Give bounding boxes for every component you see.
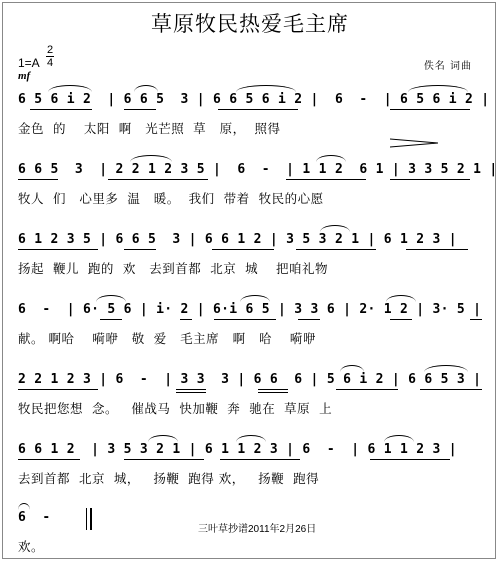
slur xyxy=(316,155,346,162)
transcription-note: 三叶草抄谱2011年2月26日 xyxy=(198,524,317,535)
beam-line-double xyxy=(258,392,288,393)
decrescendo-mark xyxy=(390,138,438,148)
beam-line xyxy=(298,319,320,320)
score-row-3 xyxy=(0,232,500,276)
lyric-line: 牧人 们 心里多 温 暖。 我们 带着 牧民的心愿 xyxy=(18,191,324,206)
time-signature-top: 2 xyxy=(46,44,54,56)
dynamic-mark: mf xyxy=(18,70,31,82)
beam-line xyxy=(18,249,98,250)
beam-line xyxy=(176,389,206,390)
score-row-5 xyxy=(0,372,500,416)
beam-line xyxy=(18,389,98,390)
slur xyxy=(320,225,350,232)
slur xyxy=(148,435,178,442)
beam-line xyxy=(420,389,482,390)
score-row-6 xyxy=(0,442,500,486)
beam-line xyxy=(18,459,80,460)
song-title: 草原牧民热爱毛主席 xyxy=(151,12,349,36)
slur xyxy=(96,295,126,302)
key-signature: 1=A xyxy=(18,56,40,70)
beam-line xyxy=(220,459,300,460)
beam-line xyxy=(124,249,156,250)
beam-line xyxy=(108,179,208,180)
notation-line: 6 1 2 3 5 | 6 6 5 3 | 6 6 1 2 | 3 5 3 2 1 | 6 1 2 3 | xyxy=(18,232,457,247)
beam-line xyxy=(470,319,482,320)
slur xyxy=(48,85,92,92)
lyric-line: 去到首都 北京 城， 扬鞭 跑得 欢， 扬鞭 跑得 xyxy=(18,471,320,486)
slur xyxy=(236,435,266,442)
beam-line xyxy=(124,109,156,110)
slur xyxy=(384,435,414,442)
beam-line xyxy=(370,459,450,460)
notation-line: 6 - | 6· 5 6 | i· 2 | 6·i 6 5 | 3 3 6 | 2· 1 2 | 3· 5 | xyxy=(18,302,482,317)
lyric-line: 扬起 鞭儿 跑的 欢 去到首都 北京 城 把咱礼物 xyxy=(18,261,329,276)
beam-line xyxy=(18,179,58,180)
beam-line xyxy=(124,459,204,460)
slur xyxy=(236,85,296,92)
slur xyxy=(386,295,416,302)
slur xyxy=(424,365,468,372)
slur xyxy=(340,365,364,372)
beam-line xyxy=(100,319,122,320)
final-barline-thin xyxy=(86,508,87,530)
beam-line xyxy=(390,109,470,110)
fermata xyxy=(18,503,30,510)
beam-line xyxy=(212,249,274,250)
slur xyxy=(130,155,172,162)
score-row-4 xyxy=(0,302,500,346)
time-signature-bottom: 4 xyxy=(46,57,54,69)
notation-line: 6 6 1 2 | 3 5 3 2 1 | 6 1 1 2 3 | 6 - | 6 1 1 2 3 | xyxy=(18,442,457,457)
slur xyxy=(240,295,270,302)
beam-line xyxy=(406,249,468,250)
lyric-line: 欢。 xyxy=(18,539,45,554)
lyric-line: 金色 的 太阳 啊 光芒照 草 原， 照得 xyxy=(18,121,281,136)
lyric-line: 献。 啊哈 嗬咿 敬 爱 毛主席 啊 哈 嗬咿 xyxy=(18,331,316,346)
beam-line xyxy=(286,179,366,180)
beam-line xyxy=(258,389,288,390)
beam-line xyxy=(218,109,298,110)
notation-line: 2 2 1 2 3 | 6 - | 3 3 3 | 6 6 6 | 5 6 i 2 | 6 6 5 3 | xyxy=(18,372,482,387)
time-signature xyxy=(46,44,54,69)
notation-line: 6 5 6 i 2 | 6 6 5 3 | 6 6 5 6 i 2 | 6 - | 6 5 6 i 2 | xyxy=(18,92,490,107)
notation-line: 6 6 5 3 | 2 2 1 2 3 5 | 6 - | 1 1 2 6 1 | 3 3 5 2 1 | xyxy=(18,162,498,177)
author-credit: 佚名 词曲 xyxy=(423,61,472,72)
beam-line xyxy=(180,319,192,320)
score-row-1 xyxy=(0,92,500,136)
slur xyxy=(134,85,158,92)
beam-line xyxy=(390,319,412,320)
beam-line xyxy=(30,109,92,110)
beam-line xyxy=(336,389,398,390)
score-row-2 xyxy=(0,162,500,206)
final-barline-thick xyxy=(90,508,92,530)
lyric-line: 牧民把您想 念。 催战马 快加鞭 奔 驰在 草原 上 xyxy=(18,401,333,416)
beam-line xyxy=(390,179,470,180)
beam-line xyxy=(214,319,276,320)
notation-line: 6 - xyxy=(18,510,51,525)
beam-line-double xyxy=(176,392,206,393)
slur xyxy=(408,85,468,92)
beam-line xyxy=(296,249,376,250)
